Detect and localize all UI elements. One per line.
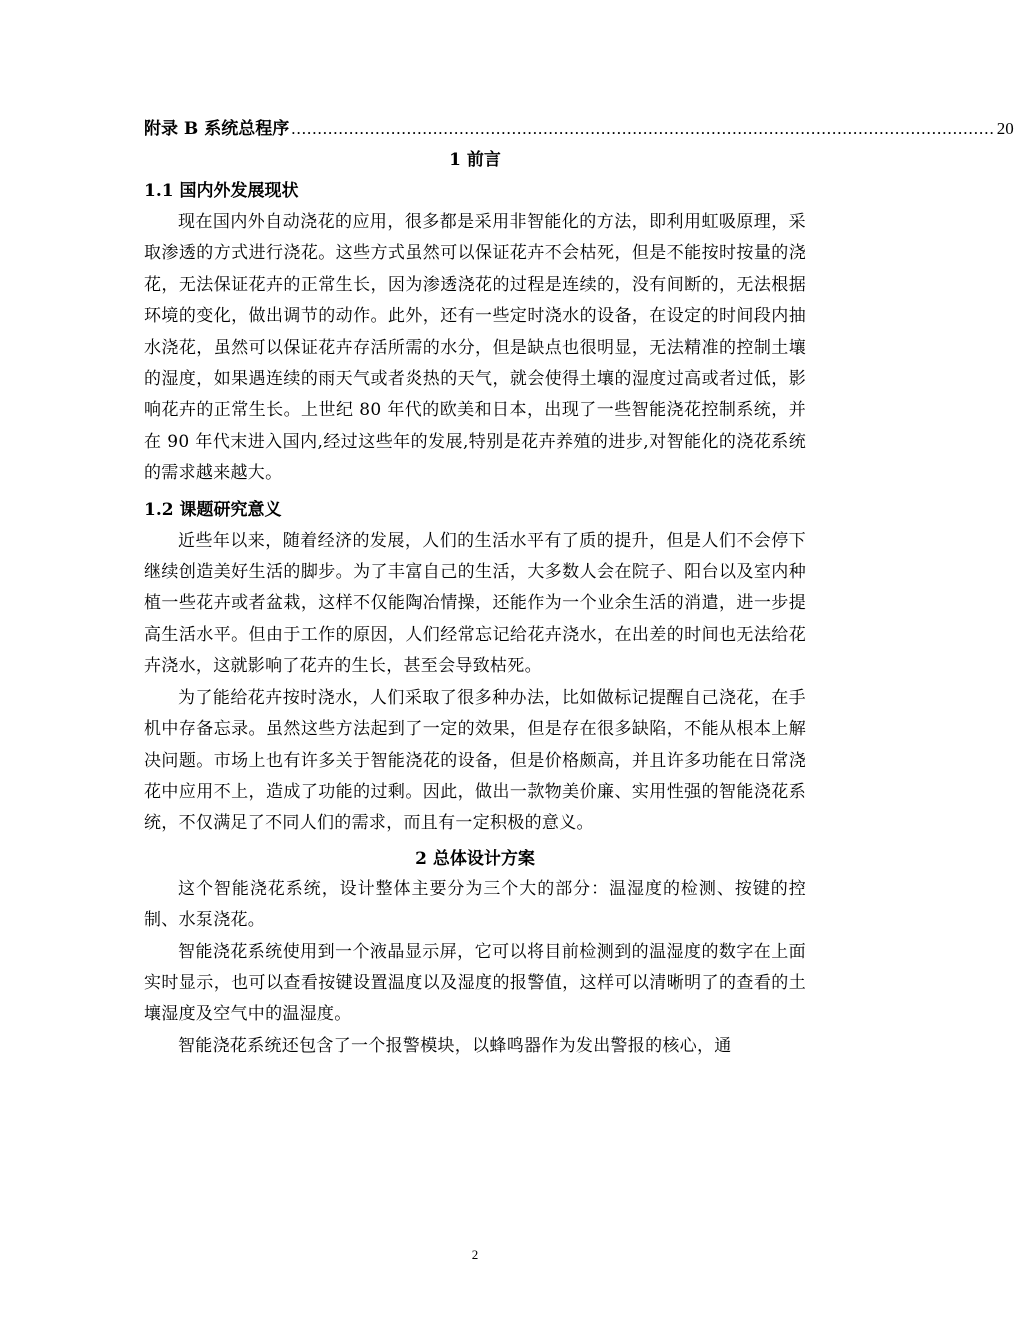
toc-leader-dots: ...................................................................................................................................... bbox=[291, 119, 995, 138]
page-number: 2 bbox=[471, 1247, 479, 1262]
chapter-2-heading: 2 总体设计方案 bbox=[415, 848, 535, 869]
toc-entry[interactable] bbox=[144, 115, 1014, 143]
section-1-2-paragraph-1: 近些年以来，随着经济的发展，人们的生活水平有了质的提升，但是人们不会停下继续创造美好生活的脚步。为了丰富自己的生活，大多数人会在院子、阳台以及室内种植一些花卉或者盆栽，这样不仅能陶冶情操，还能作为一个业余生活的消遣，进一步提高生活水平。但由于工作的原因，人们经常忘记给花卉浇水，在出差的时间也无法给花卉浇水，这就影响了花卉的生长，甚至会导致枯死。 bbox=[144, 530, 806, 677]
section-1-2-paragraph-2: 为了能给花卉按时浇水，人们采取了很多种办法，比如做标记提醒自己浇花，在手机中存备忘录。虽然这些方法起到了一定的效果，但是存在很多缺陷，不能从根本上解决问题。市场上也有许多关于智能浇花的设备，但是价格颇高，并且许多功能在日常浇花中应用不上，造成了功能的过剩。因此，做出一款物美价廉、实用性强的智能浇花系统，不仅满足了不同人们的需求，而且有一定积极的意义。 bbox=[144, 687, 806, 834]
toc-entry-title: 附录 B 系统总程序 bbox=[144, 119, 290, 139]
chapter-2-paragraph-1: 这个智能浇花系统，设计整体主要分为三个大的部分：温湿度的检测、按键的控制、水泵浇花。 bbox=[144, 878, 806, 931]
section-1-1-heading: 1.1 国内外发展现状 bbox=[144, 181, 299, 201]
toc-entry-page: 20 bbox=[996, 119, 1014, 138]
chapter-2-paragraph-2: 智能浇花系统使用到一个液晶显示屏，它可以将目前检测到的温湿度的数字在上面实时显示，也可以查看按键设置温度以及湿度的报警值，这样可以清晰明了的查看的土壤湿度及空气中的温湿度。 bbox=[144, 941, 806, 1025]
page-content bbox=[144, 115, 1014, 1062]
chapter-2-paragraph-3: 智能浇花系统还包含了一个报警模块，以蜂鸣器作为发出警报的核心，通 bbox=[178, 1035, 732, 1056]
section-1-1-paragraph-1: 现在国内外自动浇花的应用，很多都是采用非智能化的方法，即利用虹吸原理，采取渗透的方式进行浇花。这些方式虽然可以保证花卉不会枯死，但是不能按时按量的浇花，无法保证花卉的正常生长，因为渗透浇花的过程是连续的，没有间断的，无法根据环境的变化，做出调节的动作。此外，还有一些定时浇水的设备，在设定的时间段内抽水浇花，虽然可以保证花卉存活所需的水分，但是缺点也很明显，无法精准的控制土壤的湿度，如果遇连续的雨天气或者炎热的天气，就会使得土壤的湿度过高或者过低，影响花卉的正常生长。上世纪 80 年代的欧美和日本，出现了一些智能浇花控制系统，并在 90 年代末进入国内,经过这些年的发展,特别是花卉养殖的进步,对智能化的浇花系统的需求越来越大。 bbox=[144, 212, 806, 484]
section-1-2-heading: 1.2 课题研究意义 bbox=[144, 499, 282, 520]
chapter-1-heading: 1 前言 bbox=[449, 150, 501, 170]
